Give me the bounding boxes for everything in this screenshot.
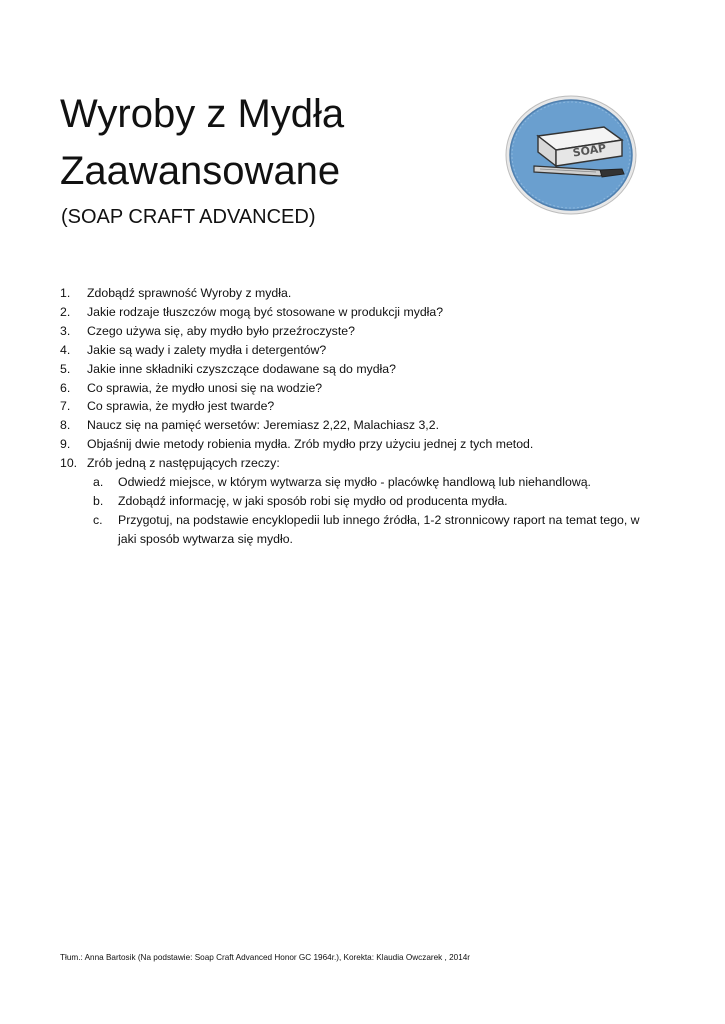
requirement-item (60, 341, 660, 360)
requirement-number: 1. (60, 286, 71, 300)
requirement-item (60, 284, 660, 303)
requirement-text: Co sprawia, że mydło unosi się na wodzie? (87, 380, 323, 395)
requirement-text: Naucz się na pamięć wersetów: Jeremiasz 2,22, Malachiasz 3,2. (87, 418, 439, 433)
requirement-item (60, 416, 660, 435)
title-line-2: Zaawansowane (60, 149, 341, 193)
requirement-text: Jakie rodzaje tłuszczów mogą być stosowane w produkcji mydła? (87, 304, 444, 319)
requirement-text: Co sprawia, że mydło jest twarde? (87, 399, 275, 414)
sub-requirement-item (93, 492, 660, 511)
requirement-item (60, 360, 660, 379)
requirement-item (60, 454, 660, 549)
requirement-item (60, 303, 660, 322)
requirement-number: 8. (60, 418, 71, 433)
requirement-number: 2. (60, 304, 71, 319)
requirement-text: Objaśnij dwie metody robienia mydła. Zrób mydło przy użyciu jednej z tych metod. (87, 437, 534, 452)
requirement-text: Zdobądź sprawność Wyroby z mydła. (87, 286, 292, 300)
requirement-number: 3. (60, 323, 71, 338)
sub-requirement-letter: b. (93, 493, 104, 508)
sub-requirements-list (87, 473, 660, 549)
requirement-text: Czego używa się, aby mydło było przeźroczyste? (87, 323, 355, 338)
requirement-item (60, 435, 660, 454)
requirement-number: 7. (60, 399, 71, 414)
requirement-number: 10. (60, 456, 78, 471)
sub-requirement-item (93, 511, 660, 549)
requirement-number: 9. (60, 437, 71, 452)
requirement-number: 4. (60, 342, 71, 357)
requirement-item (60, 322, 660, 341)
sub-requirement-item (93, 473, 660, 492)
requirement-text: Jakie inne składniki czyszczące dodawane są do mydła? (87, 361, 396, 376)
sub-requirement-text: Przygotuj, na podstawie encyklopedii lub innego źródła, 1-2 stronnicowy raport na temat tego, w jaki sposób wytwarza się mydło. (118, 512, 640, 546)
page-subtitle: (SOAP CRAFT ADVANCED) (61, 206, 316, 228)
requirement-number: 6. (60, 380, 71, 395)
sub-requirement-text: Zdobądź informację, w jaki sposób robi się mydło od producenta mydła. (118, 493, 508, 508)
page-title (60, 86, 480, 200)
requirement-item (60, 379, 660, 398)
sub-requirement-text: Odwiedź miejsce, w którym wytwarza się mydło - placówkę handlową lub niehandlową. (118, 475, 591, 490)
requirements-list (60, 284, 660, 549)
sub-requirement-letter: c. (93, 512, 103, 527)
honor-badge (504, 94, 638, 216)
requirement-text: Jakie są wady i zalety mydła i detergentów? (87, 342, 327, 357)
title-line-1: Wyroby z Mydła (60, 92, 345, 136)
requirement-text: Zrób jedną z następujących rzeczy: (87, 456, 280, 471)
requirement-number: 5. (60, 361, 71, 376)
translation-credits: Tłum.: Anna Bartosik (Na podstawie: Soap Craft Advanced Honor GC 1964r.), Korekta: Klaudia Owczarek , 2014r (60, 953, 471, 962)
requirement-item (60, 397, 660, 416)
sub-requirement-letter: a. (93, 475, 104, 490)
soap-bar-patch-icon (504, 94, 638, 216)
svg-text:SOAP: SOAP (571, 141, 608, 160)
